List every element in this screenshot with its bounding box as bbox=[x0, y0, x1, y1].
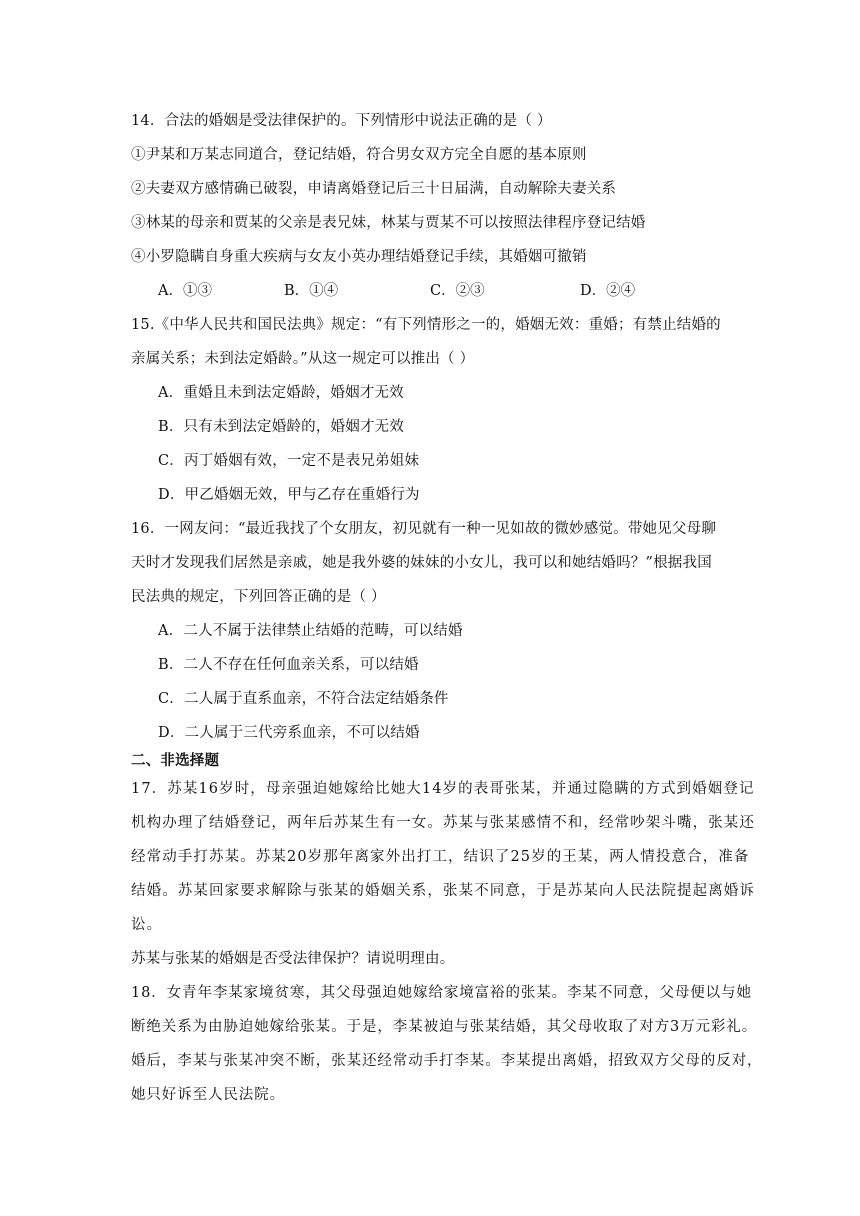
q16-stem-line-1: 16．一网友问：“最近我找了个女朋友，初见就有一种一见如故的微妙感觉。带她见父母聊 bbox=[131, 521, 717, 537]
q17-line-2: 机构办理了结婚登记，两年后苏某生有一女。苏某与张某感情不和，经常吵架斗嘴，张某还 bbox=[131, 815, 755, 831]
q14-option-a: A．①③ bbox=[158, 283, 212, 299]
q16-option-c: C．二人属于直系血亲，不符合法定结婚条件 bbox=[158, 691, 449, 707]
q14-option-b: B．①④ bbox=[284, 283, 339, 299]
q17-line-4: 结婚。苏某回家要求解除与张某的婚姻关系，张某不同意，于是苏某向人民法院提起离婚诉 bbox=[131, 883, 755, 899]
q14-item-3: ③林某的母亲和贾某的父亲是表兄妹，林某与贾某不可以按照法律程序登记结婚 bbox=[131, 215, 646, 231]
q15-stem-line-2: 亲属关系；未到法定婚龄。”从这一规定可以推出（ ） bbox=[131, 351, 475, 367]
q14-item-1: ①尹某和万某志同道合，登记结婚，符合男女双方完全自愿的基本原则 bbox=[131, 147, 587, 163]
q15-option-d: D．甲乙婚姻无效，甲与乙存在重婚行为 bbox=[158, 487, 420, 503]
q16-stem-line-2: 天时才发现我们居然是亲戚，她是我外婆的妹妹的小女儿，我可以和她结婚吗？”根据我国 bbox=[131, 555, 712, 571]
q15-stem-line-1: 15.《中华人民共和国民法典》规定：“有下列情形之一的，婚姻无效：重婚；有禁止结婚的 bbox=[131, 317, 721, 333]
q16-option-a: A．二人不属于法律禁止结婚的范畴，可以结婚 bbox=[158, 623, 463, 639]
q18-line-2: 断绝关系为由胁迫她嫁给张某。于是，李某被迫与张某结婚，其父母收取了对方3万元彩礼。 bbox=[131, 1019, 758, 1035]
q17-line-3: 经常动手打苏某。苏某20岁那年离家外出打工，结识了25岁的王某，两人情投意合，准备 bbox=[131, 849, 750, 865]
q16-stem-line-3: 民法典的规定，下列回答正确的是（ ） bbox=[131, 589, 386, 605]
q14-stem: 14．合法的婚姻是受法律保护的。下列情形中说法正确的是（ ） bbox=[131, 113, 552, 129]
q17-question: 苏某与张某的婚姻是否受法律保护？请说明理由。 bbox=[131, 951, 455, 967]
q16-option-b: B．二人不存在任何血亲关系，可以结婚 bbox=[158, 657, 419, 673]
q14-option-d: D．②④ bbox=[580, 283, 636, 299]
q18-line-1: 18．女青年李某家境贫寒，其父母强迫她嫁给家境富裕的张某。李某不同意，父母便以与她 bbox=[131, 985, 752, 1001]
q18-line-4: 她只好诉至人民法院。 bbox=[131, 1087, 285, 1103]
q16-option-d: D．二人属于三代旁系血亲，不可以结婚 bbox=[158, 725, 420, 741]
q15-option-a: A．重婚且未到法定婚龄，婚姻才无效 bbox=[158, 385, 404, 401]
q18-line-3: 婚后，李某与张某冲突不断，张某还经常动手打李某。李某提出离婚，招致双方父母的反对， bbox=[131, 1053, 763, 1069]
q15-option-b: B．只有未到法定婚龄的，婚姻才无效 bbox=[158, 419, 405, 435]
q17-line-1: 17．苏某16岁时，母亲强迫她嫁给比她大14岁的表哥张某，并通过隐瞒的方式到婚姻登记 bbox=[131, 781, 755, 797]
q15-option-c: C．丙丁婚姻有效，一定不是表兄弟姐妹 bbox=[158, 453, 420, 469]
q17-line-5: 讼。 bbox=[131, 917, 163, 933]
q14-option-c: C．②③ bbox=[430, 283, 485, 299]
q14-item-4: ④小罗隐瞒自身重大疾病与女友小英办理结婚登记手续，其婚姻可撤销 bbox=[131, 249, 587, 265]
q14-item-2: ②夫妻双方感情确已破裂，申请离婚登记后三十日届满，自动解除夫妻关系 bbox=[131, 181, 617, 197]
section-title-non-choice: 二、非选择题 bbox=[131, 752, 220, 769]
